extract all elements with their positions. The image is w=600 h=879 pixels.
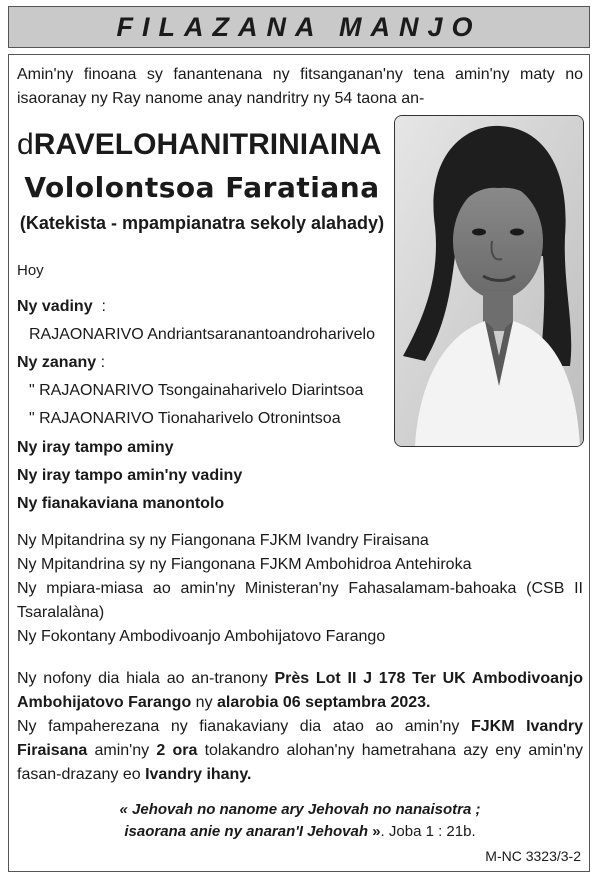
deceased-surname <box>17 127 381 163</box>
spouse-name: RAJAONARIVO Andriantsaranantoandroharivelo <box>29 326 375 343</box>
header-title: FILAZANA MANJO <box>116 11 482 42</box>
hoy-label: Hoy <box>17 262 44 279</box>
bible-quote <box>17 799 583 843</box>
portrait-photo <box>394 115 584 447</box>
quote-close: » <box>368 823 381 840</box>
obituary-notice <box>8 6 590 872</box>
funeral-text: Ny fampaherezana ny fianakaviany dia atao ao amin'ny <box>17 718 471 735</box>
siblings-line: Ny iray tampo aminy <box>17 439 174 456</box>
funeral-date: alarobia 06 septambra 2023. <box>217 694 431 711</box>
extended-family-line: Ny fianakaviana manontolo <box>17 495 225 512</box>
funeral-text: ny <box>191 694 218 711</box>
funeral-text: Ny nofony dia hiala ao an-tranony <box>17 670 275 687</box>
spouse-siblings-line: Ny iray tampo amin'ny vadiny <box>17 467 243 484</box>
funeral-address: Près Lot II J 178 Ter UK Ambodivoanjo Ambohijatovo Farango <box>17 670 583 711</box>
surname-text: RAVELOHANITRINIAINA <box>33 128 382 161</box>
deceased-role: (Katekista - mpampianatra sekoly alahady) <box>19 213 385 233</box>
children-heading <box>17 351 105 375</box>
deceased-given-names: Vololontsoa Faratiana <box>24 171 380 204</box>
quote-reference: . Joba 1 : 21b. <box>380 823 476 840</box>
service-time: 2 ora <box>156 742 198 759</box>
funeral-text: amin'ny <box>87 742 157 759</box>
church-line: Ny Fokontany Ambodivoanjo Ambohijatovo Farango <box>17 628 386 645</box>
child-name: " RAJAONARIVO Tsongainaharivelo Diarintsoa <box>29 382 364 399</box>
name-prefix: d <box>17 128 34 161</box>
spouse-colon: : <box>101 298 106 315</box>
children-colon: : <box>100 354 106 371</box>
quote-line-2 <box>17 821 583 843</box>
departure-paragraph <box>17 667 583 715</box>
quote-text: isaorana anie ny anaran'I Jehovah <box>124 823 369 840</box>
notice-body <box>8 54 590 872</box>
child-name: " RAJAONARIVO Tionaharivelo Otronintsoa <box>29 410 341 427</box>
church-line: Ny Mpitandrina sy ny Fiangonana FJKM Ivandry Firaisana <box>17 532 429 549</box>
funeral-text: tolakandro alohan'ny hametrahana azy eny amin'ny fasan-drazany eo <box>17 742 583 783</box>
spouse-heading <box>17 295 106 319</box>
header-banner <box>8 6 590 48</box>
portrait-image <box>395 116 583 446</box>
church-line: Ny mpiara-miasa ao amin'ny Ministeran'ny Fahasalamam-bahoaka (CSB II Tsaralalàna) <box>17 580 583 621</box>
burial-place: Ivandry ihany. <box>145 766 252 783</box>
funeral-details <box>17 667 583 787</box>
quote-line-1: « Jehovah no nanome ary Jehovah no nanaisotra ; <box>119 801 481 818</box>
service-church: FJKM Ivandry Firaisana <box>17 718 583 759</box>
notice-reference: M-NC 3323/3-2 <box>485 848 581 864</box>
service-paragraph <box>17 715 583 787</box>
children-label: Ny zanany <box>17 354 97 371</box>
church-line: Ny Mpitandrina sy ny Fiangonana FJKM Ambohidroa Antehiroka <box>17 556 472 573</box>
intro-text: Amin'ny finoana sy fanantenana ny fitsanganan'ny tena amin'ny maty no isaoranay ny Ray nanome anay nandritry ny 54 taona an- <box>17 66 583 107</box>
church-list <box>17 529 583 649</box>
spouse-label: Ny vadiny <box>17 298 93 315</box>
